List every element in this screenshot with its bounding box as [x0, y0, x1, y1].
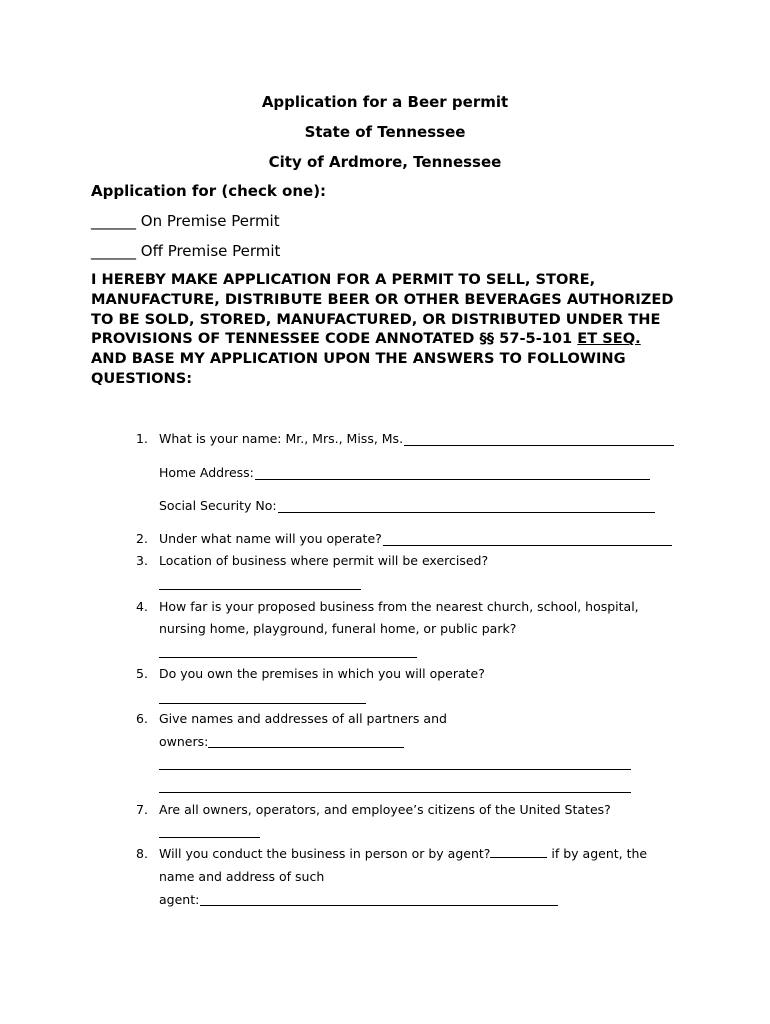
- agent-label: agent:: [159, 892, 200, 907]
- owners-answer-line-1[interactable]: [208, 747, 404, 748]
- ssn-answer-line[interactable]: [278, 512, 655, 513]
- question-6-number: 6.: [136, 711, 148, 726]
- ssn-label: Social Security No:: [159, 498, 277, 513]
- location-answer-line[interactable]: [159, 589, 361, 590]
- owners-answer-line-3[interactable]: [159, 792, 631, 793]
- question-5-number: 5.: [136, 666, 148, 681]
- on-premise-label: On Premise Permit: [140, 212, 280, 230]
- name-answer-line[interactable]: [404, 445, 674, 446]
- question-4-line-2: nursing home, playground, funeral home, or public park?: [159, 621, 517, 636]
- question-1-name-label: What is your name: Mr., Mrs., Miss, Ms.: [159, 431, 404, 446]
- distance-answer-line[interactable]: [159, 657, 417, 658]
- question-1-number: 1.: [136, 431, 148, 446]
- off-premise-label: Off Premise Permit: [140, 242, 281, 260]
- question-4-line-1: How far is your proposed business from the nearest church, school, hospital,: [159, 599, 639, 614]
- question-8-text-a: Will you conduct the business in person or by agent?: [159, 846, 491, 861]
- question-6-owners-label: owners:: [159, 734, 209, 749]
- off-premise-checkbox-blank[interactable]: ______: [91, 242, 136, 260]
- declaration-text-after: AND BASE MY APPLICATION UPON THE ANSWERS TO FOLLOWING QUESTIONS:: [91, 350, 626, 387]
- citizenship-answer-line[interactable]: [159, 837, 260, 838]
- declaration-text-before: I HEREBY MAKE APPLICATION FOR A PERMIT TO SELL, STORE, MANUFACTURE, DISTRIBUTE BEER OR OTHER BEVERAGES AUTHORIZED TO BE SOLD, STORED, MANUFACTURED, OR DISTRIBUTED UNDER THE PROVISIONS OF TENNESSEE CODE ANNOTATED §§ 57-5-101: [91, 271, 674, 348]
- question-2-text: Under what name will you operate?: [159, 531, 382, 546]
- premises-ownership-answer-line[interactable]: [159, 703, 366, 704]
- question-5-text: Do you own the premises in which you will operate?: [159, 666, 485, 681]
- on-premise-checkbox-blank[interactable]: ______: [91, 212, 136, 230]
- person-or-agent-answer-line[interactable]: [490, 856, 547, 858]
- question-7-text: Are all owners, operators, and employee’s citizens of the United States?: [159, 802, 611, 817]
- question-2-number: 2.: [136, 531, 148, 546]
- state-name: State of Tennessee: [304, 123, 466, 141]
- operating-name-answer-line[interactable]: [383, 545, 672, 546]
- application-declaration: [91, 270, 681, 389]
- question-4-number: 4.: [136, 599, 148, 614]
- owners-answer-line-2[interactable]: [159, 769, 631, 770]
- question-8-line-1: [159, 846, 647, 861]
- agent-answer-line[interactable]: [200, 905, 558, 906]
- home-address-answer-line[interactable]: [255, 479, 650, 480]
- off-premise-option[interactable]: [91, 242, 280, 260]
- question-8-number: 8.: [136, 846, 148, 861]
- form-title: Application for a Beer permit: [261, 93, 509, 111]
- on-premise-option[interactable]: [91, 212, 280, 230]
- city-name: City of Ardmore, Tennessee: [268, 153, 502, 171]
- declaration-et-seq: ET SEQ.: [577, 330, 641, 348]
- question-8-line-2: name and address of such: [159, 869, 325, 884]
- question-8-text-b: if by agent, the: [547, 846, 648, 861]
- home-address-label: Home Address:: [159, 465, 254, 480]
- question-3-number: 3.: [136, 553, 148, 568]
- question-6-line-1: Give names and addresses of all partners and: [159, 711, 447, 726]
- application-type-heading: Application for (check one):: [91, 182, 327, 200]
- question-7-number: 7.: [136, 802, 148, 817]
- question-3-text: Location of business where permit will be exercised?: [159, 553, 489, 568]
